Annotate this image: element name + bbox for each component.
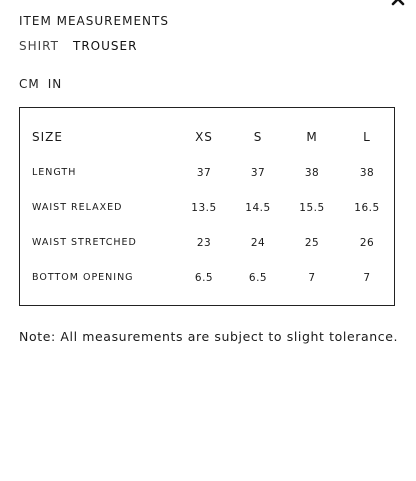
measurements-table [19, 107, 395, 306]
row-label: WAIST RELAXED [32, 202, 123, 213]
table-row [20, 268, 394, 288]
table-cell: 7 [308, 272, 316, 284]
table-cell: 15.5 [299, 202, 325, 214]
garment-tabs [19, 39, 137, 53]
tolerance-note: Note: All measurements are subject to slight tolerance. [19, 329, 399, 344]
table-row [20, 233, 394, 253]
unit-in[interactable]: IN [47, 77, 63, 91]
table-cell: 25 [304, 237, 320, 249]
tab-trouser[interactable]: TROUSER [72, 39, 138, 53]
unit-tabs [19, 77, 62, 91]
table-cell: 14.5 [245, 202, 271, 214]
table-cell: 38 [359, 167, 375, 179]
size-header: SIZE [32, 130, 63, 144]
table-cell: 6.5 [248, 272, 268, 284]
row-label: LENGTH [32, 167, 77, 178]
page-title: ITEM MEASUREMENTS [19, 14, 169, 28]
tab-shirt[interactable]: SHIRT [19, 39, 59, 53]
table-cell: 37 [196, 167, 212, 179]
size-l: L [363, 130, 371, 144]
table-cell: 6.5 [194, 272, 214, 284]
table-cell: 16.5 [354, 202, 380, 214]
row-label: WAIST STRETCHED [32, 237, 137, 248]
table-cell: 24 [250, 237, 266, 249]
table-cell: 23 [196, 237, 212, 249]
row-label: BOTTOM OPENING [32, 272, 134, 283]
size-s: S [253, 130, 263, 144]
unit-cm[interactable]: CM [19, 77, 40, 91]
table-cell: 26 [359, 237, 375, 249]
table-cell: 37 [250, 167, 266, 179]
size-xs: XS [195, 130, 213, 144]
table-cell: 13.5 [191, 202, 217, 214]
close-button[interactable] [390, 0, 406, 6]
table-cell: 38 [304, 167, 320, 179]
table-row [20, 198, 394, 218]
size-m: M [306, 130, 318, 144]
close-icon[interactable] [390, 0, 406, 6]
table-cell: 7 [363, 272, 371, 284]
table-header-row [20, 127, 394, 147]
table-row [20, 163, 394, 183]
